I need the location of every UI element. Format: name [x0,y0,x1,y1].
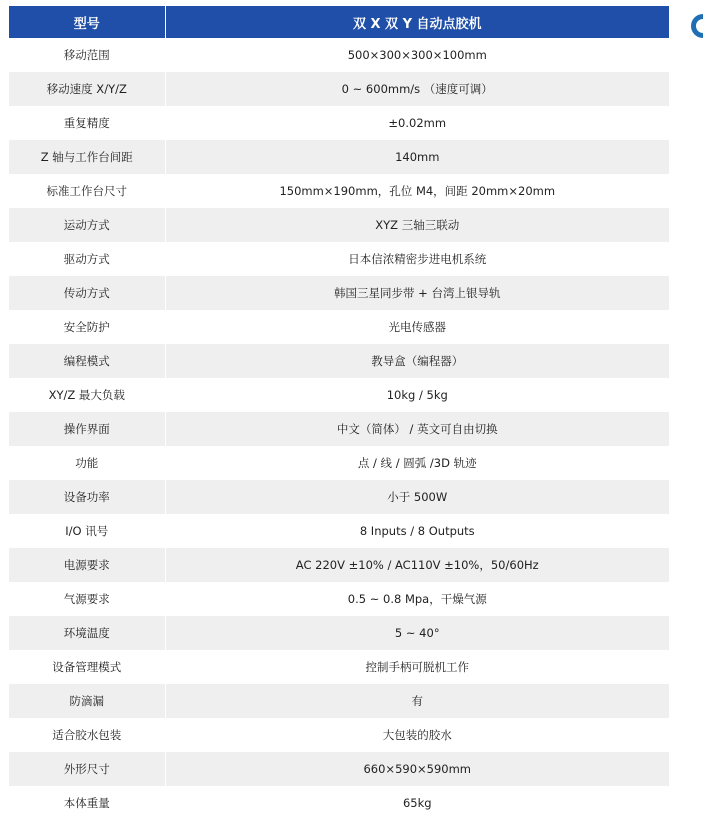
spec-value: AC 220V ±10% / AC110V ±10%，50/60Hz [165,548,669,582]
table-row [9,344,669,378]
spec-value: 0 ~ 600mm/s （速度可调） [165,72,669,106]
floating-button[interactable] [691,14,703,38]
spec-table [9,6,669,820]
table-row [9,752,669,786]
spec-value: 控制手柄可脱机工作 [165,650,669,684]
spec-value: XYZ 三轴三联动 [165,208,669,242]
spec-key: Z 轴与工作台间距 [9,140,165,174]
spec-key: 功能 [9,446,165,480]
table-row [9,140,669,174]
table-row [9,310,669,344]
spec-key: 设备功率 [9,480,165,514]
spec-key: XY/Z 最大负载 [9,378,165,412]
table-row [9,582,669,616]
table-body [9,38,669,820]
spec-value: ±0.02mm [165,106,669,140]
spec-value: 0.5 ~ 0.8 Mpa，干燥气源 [165,582,669,616]
table-row [9,548,669,582]
table-row [9,378,669,412]
spec-key: 重复精度 [9,106,165,140]
spec-key: 环境温度 [9,616,165,650]
spec-value: 10kg / 5kg [165,378,669,412]
table-row [9,174,669,208]
table-row [9,106,669,140]
spec-key: 标准工作台尺寸 [9,174,165,208]
table-row [9,514,669,548]
spec-value: 光电传感器 [165,310,669,344]
spec-key: 运动方式 [9,208,165,242]
spec-key: 传动方式 [9,276,165,310]
table-row [9,446,669,480]
table-header-row [9,6,669,38]
spec-key: 外形尺寸 [9,752,165,786]
table-row [9,412,669,446]
spec-value: 小于 500W [165,480,669,514]
spec-value: 韩国三星同步带 + 台湾上银导轨 [165,276,669,310]
spec-value: 660×590×590mm [165,752,669,786]
table-row [9,786,669,820]
header-key: 型号 [9,6,165,38]
table-row [9,72,669,106]
spec-value: 大包装的胶水 [165,718,669,752]
spec-key: 气源要求 [9,582,165,616]
table-row [9,208,669,242]
spec-value: 65kg [165,786,669,820]
table-row [9,718,669,752]
spec-key: 编程模式 [9,344,165,378]
spec-key: 安全防护 [9,310,165,344]
table-row [9,38,669,72]
table-row [9,276,669,310]
floating-button-inner [696,19,703,33]
spec-value: 中文（简体） / 英文可自由切换 [165,412,669,446]
spec-key: 适合胶水包装 [9,718,165,752]
spec-key: I/O 讯号 [9,514,165,548]
spec-value: 教导盒（编程器） [165,344,669,378]
spec-key: 驱动方式 [9,242,165,276]
spec-value: 有 [165,684,669,718]
table-row [9,650,669,684]
spec-key: 本体重量 [9,786,165,820]
spec-value: 150mm×190mm，孔位 M4，间距 20mm×20mm [165,174,669,208]
table-row [9,480,669,514]
table-row [9,684,669,718]
spec-value: 日本信浓精密步进电机系统 [165,242,669,276]
spec-value: 5 ~ 40° [165,616,669,650]
spec-key: 设备管理模式 [9,650,165,684]
header-value: 双 X 双 Y 自动点胶机 [165,6,669,38]
spec-value: 8 Inputs / 8 Outputs [165,514,669,548]
table-row [9,616,669,650]
spec-key: 操作界面 [9,412,165,446]
spec-value: 140mm [165,140,669,174]
table-row [9,242,669,276]
spec-key: 移动范围 [9,38,165,72]
spec-key: 电源要求 [9,548,165,582]
spec-key: 移动速度 X/Y/Z [9,72,165,106]
spec-value: 500×300×300×100mm [165,38,669,72]
spec-value: 点 / 线 / 圆弧 /3D 轨迹 [165,446,669,480]
spec-key: 防滴漏 [9,684,165,718]
